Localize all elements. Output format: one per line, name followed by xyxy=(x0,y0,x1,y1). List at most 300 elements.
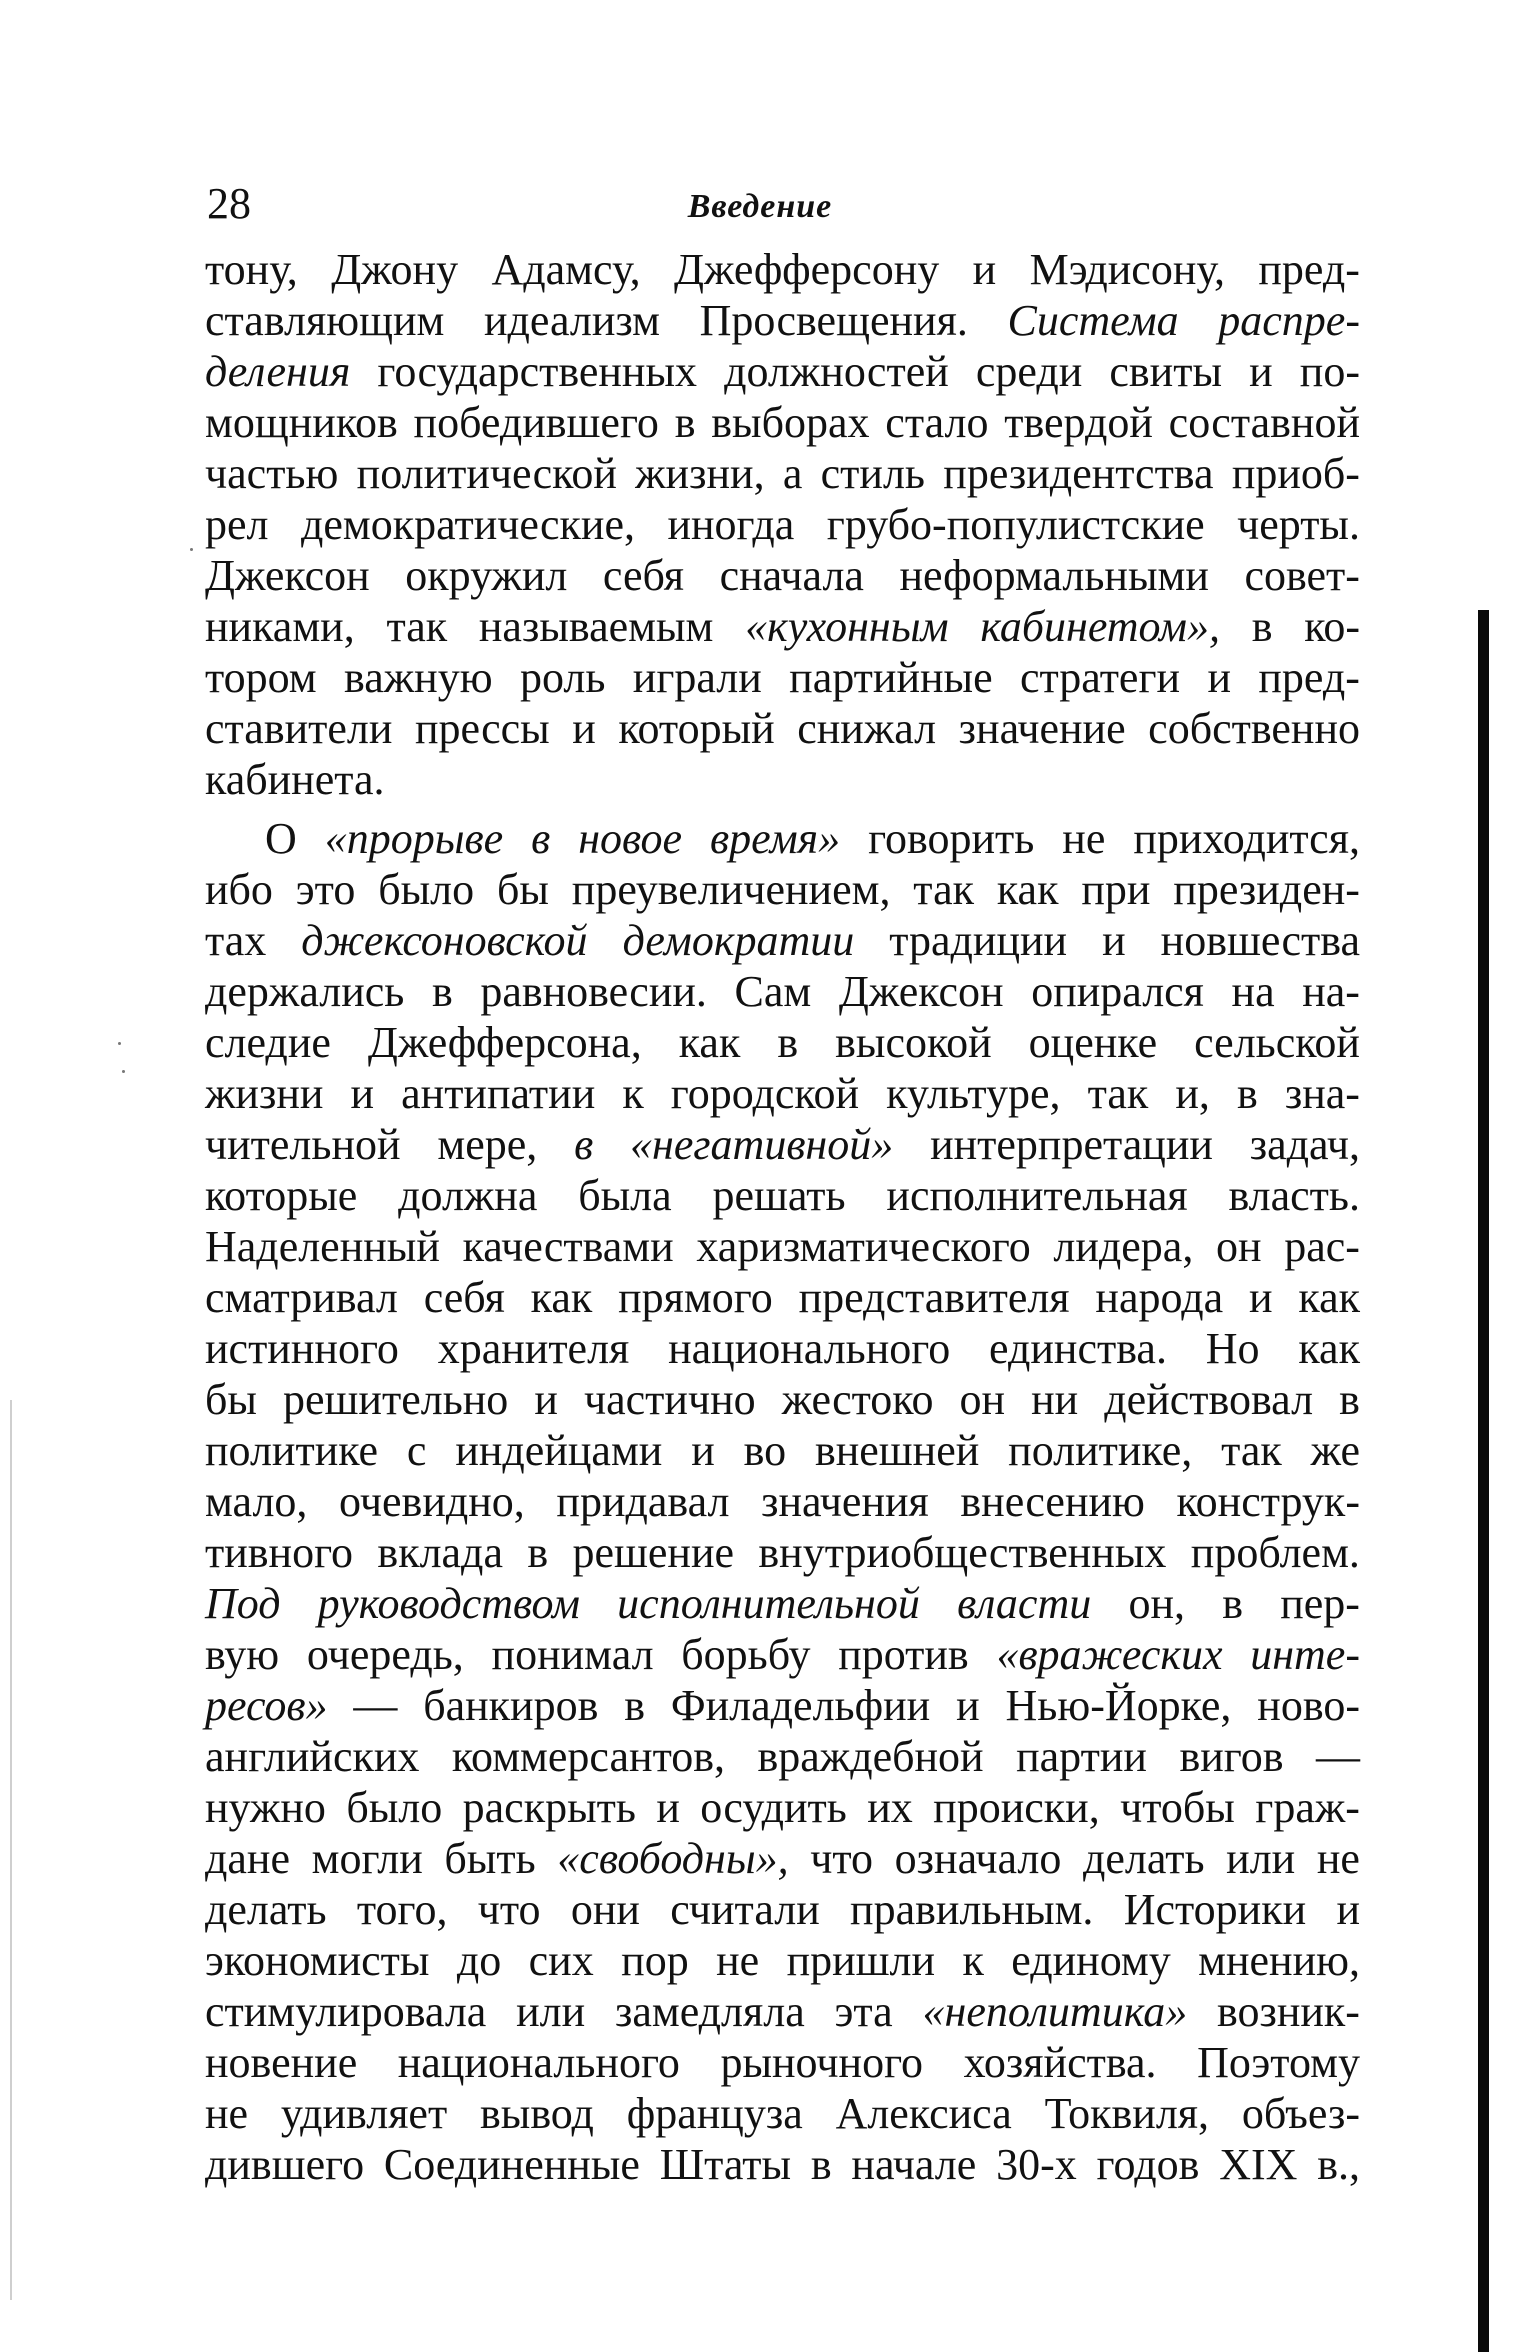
word: джексоновской xyxy=(301,916,588,965)
text-line xyxy=(205,864,1360,915)
word: во xyxy=(743,1426,787,1475)
word: президен- xyxy=(1173,865,1360,914)
word: время» xyxy=(710,814,841,863)
word: деления xyxy=(205,347,351,396)
word: очевидно, xyxy=(339,1477,525,1526)
word: себя xyxy=(602,551,685,600)
word: тором xyxy=(205,653,317,702)
word: в., xyxy=(1317,2140,1360,2189)
page-number: 28 xyxy=(207,179,251,228)
word: руководством xyxy=(317,1579,580,1628)
word: и xyxy=(1249,347,1273,396)
word: среди xyxy=(975,347,1083,396)
word: Соединенные xyxy=(383,2140,640,2189)
word: задач, xyxy=(1249,1120,1360,1169)
text-line xyxy=(205,2088,1360,2139)
word: по- xyxy=(1299,347,1360,396)
word: индейцами xyxy=(455,1426,663,1475)
word: городской xyxy=(670,1069,860,1118)
word: преувеличением, xyxy=(571,865,891,914)
word: тивного xyxy=(205,1528,354,1577)
word: конструк- xyxy=(1176,1477,1360,1526)
word: частью xyxy=(205,449,339,498)
text-line xyxy=(205,448,1360,499)
word: правильным. xyxy=(850,1885,1094,1934)
word: ни xyxy=(1031,1375,1079,1424)
word: Токвиля, xyxy=(1044,2089,1210,2138)
word: хозяйства. xyxy=(963,2038,1157,2087)
word: Просвещения. xyxy=(699,296,968,345)
word: «вражеских xyxy=(996,1630,1223,1679)
word: харизматического xyxy=(696,1222,1031,1271)
word: Филадельфии xyxy=(670,1681,931,1730)
word: значение xyxy=(958,704,1126,753)
word: значения xyxy=(761,1477,929,1526)
word: хранителя xyxy=(437,1324,630,1373)
word: в xyxy=(810,2140,832,2189)
word: нужно xyxy=(205,1783,326,1832)
word: народа xyxy=(1095,1273,1224,1322)
word: Но xyxy=(1205,1324,1260,1373)
word: как xyxy=(530,1273,593,1322)
word: он xyxy=(959,1375,1006,1424)
text-line xyxy=(205,2139,1360,2190)
word: черты. xyxy=(1237,500,1360,549)
word: Под xyxy=(205,1579,281,1628)
word: проблем. xyxy=(1190,1528,1360,1577)
word: как xyxy=(678,1018,741,1067)
word: Джексон xyxy=(205,551,370,600)
word: как xyxy=(1298,1273,1360,1322)
word: а xyxy=(782,449,803,498)
word: и xyxy=(972,245,997,294)
word: власти xyxy=(957,1579,1092,1628)
word: к xyxy=(622,1069,644,1118)
word: качествами xyxy=(462,1222,674,1271)
word: Система xyxy=(1007,296,1179,345)
word: единому xyxy=(1011,1936,1171,1985)
word: новшества xyxy=(1160,916,1360,965)
word: в xyxy=(624,1681,646,1730)
text-line xyxy=(205,1833,1360,1884)
word: иногда xyxy=(667,500,795,549)
text-line xyxy=(205,1935,1360,1986)
word: эта xyxy=(834,1987,893,2036)
word: и xyxy=(691,1426,715,1475)
word: и, xyxy=(1175,1069,1210,1118)
word: которые xyxy=(205,1171,358,1220)
word: в xyxy=(777,1018,799,1067)
word: в xyxy=(1222,1579,1243,1628)
word: культуре, xyxy=(886,1069,1061,1118)
text-line xyxy=(205,652,1360,703)
word: с xyxy=(406,1426,427,1475)
word: коммерсантов, xyxy=(451,1732,725,1781)
word: должностей xyxy=(724,347,949,396)
word: выборах xyxy=(711,398,870,447)
word: как xyxy=(1298,1324,1360,1373)
word: бы xyxy=(496,865,549,914)
word: была xyxy=(578,1171,672,1220)
word: было xyxy=(378,865,475,914)
word: в xyxy=(1251,602,1273,651)
word: мере, xyxy=(437,1120,538,1169)
body-text xyxy=(205,244,1360,2190)
text-line xyxy=(205,1476,1360,1527)
word: действовал xyxy=(1104,1375,1314,1424)
word: грубо-популистские xyxy=(826,500,1205,549)
text-line xyxy=(205,1068,1360,1119)
text-line xyxy=(205,601,1360,652)
text-line xyxy=(205,1629,1360,1680)
word: Адамсу, xyxy=(491,245,641,294)
word: рыночного xyxy=(720,2038,924,2087)
word: единства. xyxy=(989,1324,1167,1373)
word: мощников xyxy=(205,398,398,447)
word: опирался xyxy=(1031,967,1204,1016)
text-line xyxy=(205,1170,1360,1221)
text-line xyxy=(205,813,1360,864)
word: традиции xyxy=(889,916,1068,965)
word: раскрыть xyxy=(462,1783,636,1832)
text-line xyxy=(205,1731,1360,1782)
word: граж- xyxy=(1255,1783,1360,1832)
word: при xyxy=(1081,865,1151,914)
word: банкиров xyxy=(423,1681,599,1730)
word: стало xyxy=(885,398,989,447)
word: «неполитика» xyxy=(922,1987,1188,2036)
word: вывод xyxy=(479,2089,594,2138)
word: власть. xyxy=(1228,1171,1360,1220)
word: — xyxy=(1316,1732,1360,1781)
word: политике, xyxy=(1008,1426,1193,1475)
word: на xyxy=(1231,967,1275,1016)
text-line xyxy=(205,1884,1360,1935)
word: 30-х xyxy=(996,2140,1077,2189)
word: рас- xyxy=(1284,1222,1360,1271)
word: Джефферсона, xyxy=(367,1018,642,1067)
word: решать xyxy=(712,1171,846,1220)
word: называемым xyxy=(478,602,714,651)
word: он xyxy=(1216,1222,1262,1271)
word: француза xyxy=(626,2089,803,2138)
word: тах xyxy=(205,916,267,965)
word: чтобы xyxy=(1120,1783,1235,1832)
word: стиль xyxy=(820,449,925,498)
word: политике xyxy=(205,1426,379,1475)
word: неформальными xyxy=(899,551,1209,600)
word: вигов xyxy=(1179,1732,1284,1781)
word: Джону xyxy=(331,245,459,294)
word: никами, xyxy=(205,602,355,651)
word: приходится, xyxy=(1133,814,1360,863)
word: демократические, xyxy=(300,500,635,549)
word: борьбу xyxy=(681,1630,811,1679)
word: снижал xyxy=(797,704,937,753)
word: должна xyxy=(398,1171,538,1220)
word: не xyxy=(1316,1834,1360,1883)
word: Сам xyxy=(734,967,812,1016)
word: в xyxy=(527,1528,549,1577)
word: и xyxy=(572,704,596,753)
word: вую xyxy=(205,1630,280,1679)
word: или xyxy=(1226,1834,1296,1883)
word: ко- xyxy=(1304,602,1360,651)
word: ибо xyxy=(205,865,273,914)
word: до xyxy=(456,1936,502,1985)
word: Джексон xyxy=(838,967,1004,1016)
word: пред- xyxy=(1258,653,1360,702)
word: зна- xyxy=(1284,1069,1360,1118)
word: осудить xyxy=(700,1783,847,1832)
word: так xyxy=(386,602,448,651)
word: так xyxy=(1087,1069,1149,1118)
word: мнению, xyxy=(1198,1936,1360,1985)
word: тону, xyxy=(205,245,298,294)
word: прессы xyxy=(414,704,550,753)
word: антипатии xyxy=(401,1069,596,1118)
word: не xyxy=(716,1936,760,1985)
word: в xyxy=(431,967,453,1016)
text-line xyxy=(205,754,1360,805)
word: очередь, xyxy=(306,1630,464,1679)
word: внешней xyxy=(814,1426,980,1475)
word: годов xyxy=(1096,2140,1200,2189)
word: политической xyxy=(356,449,617,498)
word: свиты xyxy=(1109,347,1223,396)
word: государственных xyxy=(377,347,698,396)
word: и xyxy=(1248,1273,1273,1322)
word: партии xyxy=(1016,1732,1147,1781)
word: следие xyxy=(205,1018,331,1067)
word: составной xyxy=(1168,398,1360,447)
text-line xyxy=(205,1017,1360,1068)
word: говорить xyxy=(868,814,1035,863)
word: что xyxy=(810,1834,874,1883)
word: так xyxy=(1221,1426,1282,1475)
word: кабинета. xyxy=(205,755,385,804)
word: частично xyxy=(583,1375,756,1424)
word: ресов» xyxy=(205,1681,328,1730)
text-line xyxy=(205,1425,1360,1476)
word: Нью-Йорке, xyxy=(1005,1681,1232,1730)
word: ставители xyxy=(205,704,393,753)
word: сматривал xyxy=(205,1273,398,1322)
word: делать xyxy=(205,1885,327,1934)
text-line xyxy=(205,1527,1360,1578)
word: против xyxy=(838,1630,969,1679)
word: мало, xyxy=(205,1477,308,1526)
word: и xyxy=(350,1069,375,1118)
word: внесению xyxy=(960,1477,1145,1526)
word: и xyxy=(656,1783,680,1832)
text-line xyxy=(205,1986,1360,2037)
word: Поэтому xyxy=(1197,2038,1360,2087)
word: сих xyxy=(528,1936,594,1985)
word: жестоко xyxy=(781,1375,934,1424)
word: кабинетом», xyxy=(980,602,1220,651)
word: XIX xyxy=(1219,2140,1298,2189)
word: исполнительной xyxy=(617,1579,920,1628)
word: внутриобщественных xyxy=(758,1528,1167,1577)
text-line xyxy=(205,703,1360,754)
word: английских xyxy=(205,1732,420,1781)
word: того, xyxy=(356,1885,448,1934)
word: важную xyxy=(344,653,493,702)
word: стратеги xyxy=(1020,653,1181,702)
word: они xyxy=(570,1885,640,1934)
word: в xyxy=(1236,1069,1258,1118)
word: интерпретации xyxy=(930,1120,1213,1169)
word: и xyxy=(1207,653,1231,702)
word: «негативной» xyxy=(630,1120,894,1169)
word: прямого xyxy=(618,1273,773,1322)
text-line xyxy=(205,295,1360,346)
word: играли xyxy=(632,653,762,702)
page-edge-shadow xyxy=(1478,610,1489,2352)
word: вклада xyxy=(377,1528,503,1577)
left-margin-scan-line xyxy=(10,1400,12,2300)
text-line xyxy=(205,499,1360,550)
text-line xyxy=(205,1374,1360,1425)
word: роль xyxy=(519,653,606,702)
text-line xyxy=(205,1119,1360,1170)
text-line xyxy=(205,1272,1360,1323)
word: происки, xyxy=(933,1783,1100,1832)
word: понимал xyxy=(491,1630,654,1679)
word: президентства xyxy=(943,449,1214,498)
word: партийные xyxy=(789,653,993,702)
text-line xyxy=(205,244,1360,295)
word: стимулировала xyxy=(205,1987,487,2036)
word: новение xyxy=(205,2038,358,2087)
word: могли xyxy=(311,1834,423,1883)
text-line xyxy=(205,346,1360,397)
word: и xyxy=(1336,1885,1360,1934)
text-line xyxy=(205,550,1360,601)
word: жизни, xyxy=(635,449,765,498)
word: и xyxy=(1102,916,1126,965)
word: истинного xyxy=(205,1324,399,1373)
word: дившего xyxy=(205,2140,365,2189)
word: пор xyxy=(621,1936,689,1985)
word: не xyxy=(205,2089,249,2138)
word: сначала xyxy=(719,551,864,600)
word: оценке xyxy=(1028,1018,1158,1067)
word: ставляющим xyxy=(205,296,445,345)
word: победившего xyxy=(413,398,659,447)
word: придавал xyxy=(556,1477,730,1526)
word: считали xyxy=(670,1885,820,1934)
word: замедляла xyxy=(614,1987,805,2036)
word: распре- xyxy=(1218,296,1360,345)
word: инте- xyxy=(1250,1630,1360,1679)
word: Мэдисону, xyxy=(1029,245,1225,294)
word: и xyxy=(534,1375,558,1424)
word: пред- xyxy=(1258,245,1360,294)
word: пришли xyxy=(786,1936,936,1985)
word: — xyxy=(353,1681,398,1730)
word: не xyxy=(1062,814,1106,863)
word: О xyxy=(265,814,297,863)
word: твердой xyxy=(1004,398,1153,447)
word: что xyxy=(477,1885,541,1934)
word: новое xyxy=(578,814,683,863)
word: объез- xyxy=(1241,2089,1360,2138)
word: в xyxy=(674,398,696,447)
word: так xyxy=(913,865,974,914)
scan-speck xyxy=(122,1070,125,1073)
word: окружил xyxy=(405,551,568,600)
word: национального xyxy=(668,1324,951,1373)
word: быть xyxy=(444,1834,536,1883)
word: он, xyxy=(1128,1579,1185,1628)
word: «прорыве xyxy=(324,814,504,863)
word: жизни xyxy=(205,1069,324,1118)
word: как xyxy=(996,865,1059,914)
word: было xyxy=(346,1783,443,1832)
text-line xyxy=(205,397,1360,448)
word: исполнительная xyxy=(886,1171,1188,1220)
word: экономисты xyxy=(205,1936,430,1985)
word: «свободны», xyxy=(557,1834,789,1883)
text-line xyxy=(205,1323,1360,1374)
word: чительной xyxy=(205,1120,401,1169)
word: удивляет xyxy=(280,2089,448,2138)
word: делать xyxy=(1082,1834,1205,1883)
running-head: Введение xyxy=(687,188,833,225)
word: равновесии. xyxy=(480,967,707,1016)
word: лидера, xyxy=(1053,1222,1194,1271)
word: в xyxy=(1339,1375,1360,1424)
word: Джефферсону xyxy=(673,245,940,294)
text-line xyxy=(205,1578,1360,1629)
word: в xyxy=(531,814,551,863)
word: рел xyxy=(205,500,269,549)
word: «кухонным xyxy=(745,602,949,651)
word: в xyxy=(574,1120,594,1169)
word: Алексиса xyxy=(835,2089,1012,2138)
word: себя xyxy=(423,1273,505,1322)
word: высокой xyxy=(835,1018,992,1067)
word: к xyxy=(962,1936,984,1985)
word: сельской xyxy=(1194,1018,1360,1067)
word: и xyxy=(956,1681,980,1730)
word: дане xyxy=(205,1834,290,1883)
word: Историки xyxy=(1123,1885,1307,1934)
word: национального xyxy=(397,2038,680,2087)
word: возник- xyxy=(1216,1987,1360,2036)
word: на- xyxy=(1302,967,1360,1016)
word: же xyxy=(1310,1426,1360,1475)
word: Штаты xyxy=(659,2140,792,2189)
text-line xyxy=(205,915,1360,966)
word: означало xyxy=(894,1834,1062,1883)
word: ново- xyxy=(1257,1681,1360,1730)
word: идеализм xyxy=(483,296,661,345)
word: это xyxy=(295,865,356,914)
word: приоб- xyxy=(1231,449,1360,498)
word: или xyxy=(516,1987,586,2036)
word: их xyxy=(867,1783,913,1832)
word: демократии xyxy=(622,916,855,965)
word: представителя xyxy=(798,1273,1070,1322)
word: пер- xyxy=(1280,1579,1360,1628)
word: совет- xyxy=(1244,551,1360,600)
scan-speck xyxy=(118,1042,121,1045)
word: враждебной xyxy=(757,1732,984,1781)
word: Наделенный xyxy=(205,1222,440,1271)
